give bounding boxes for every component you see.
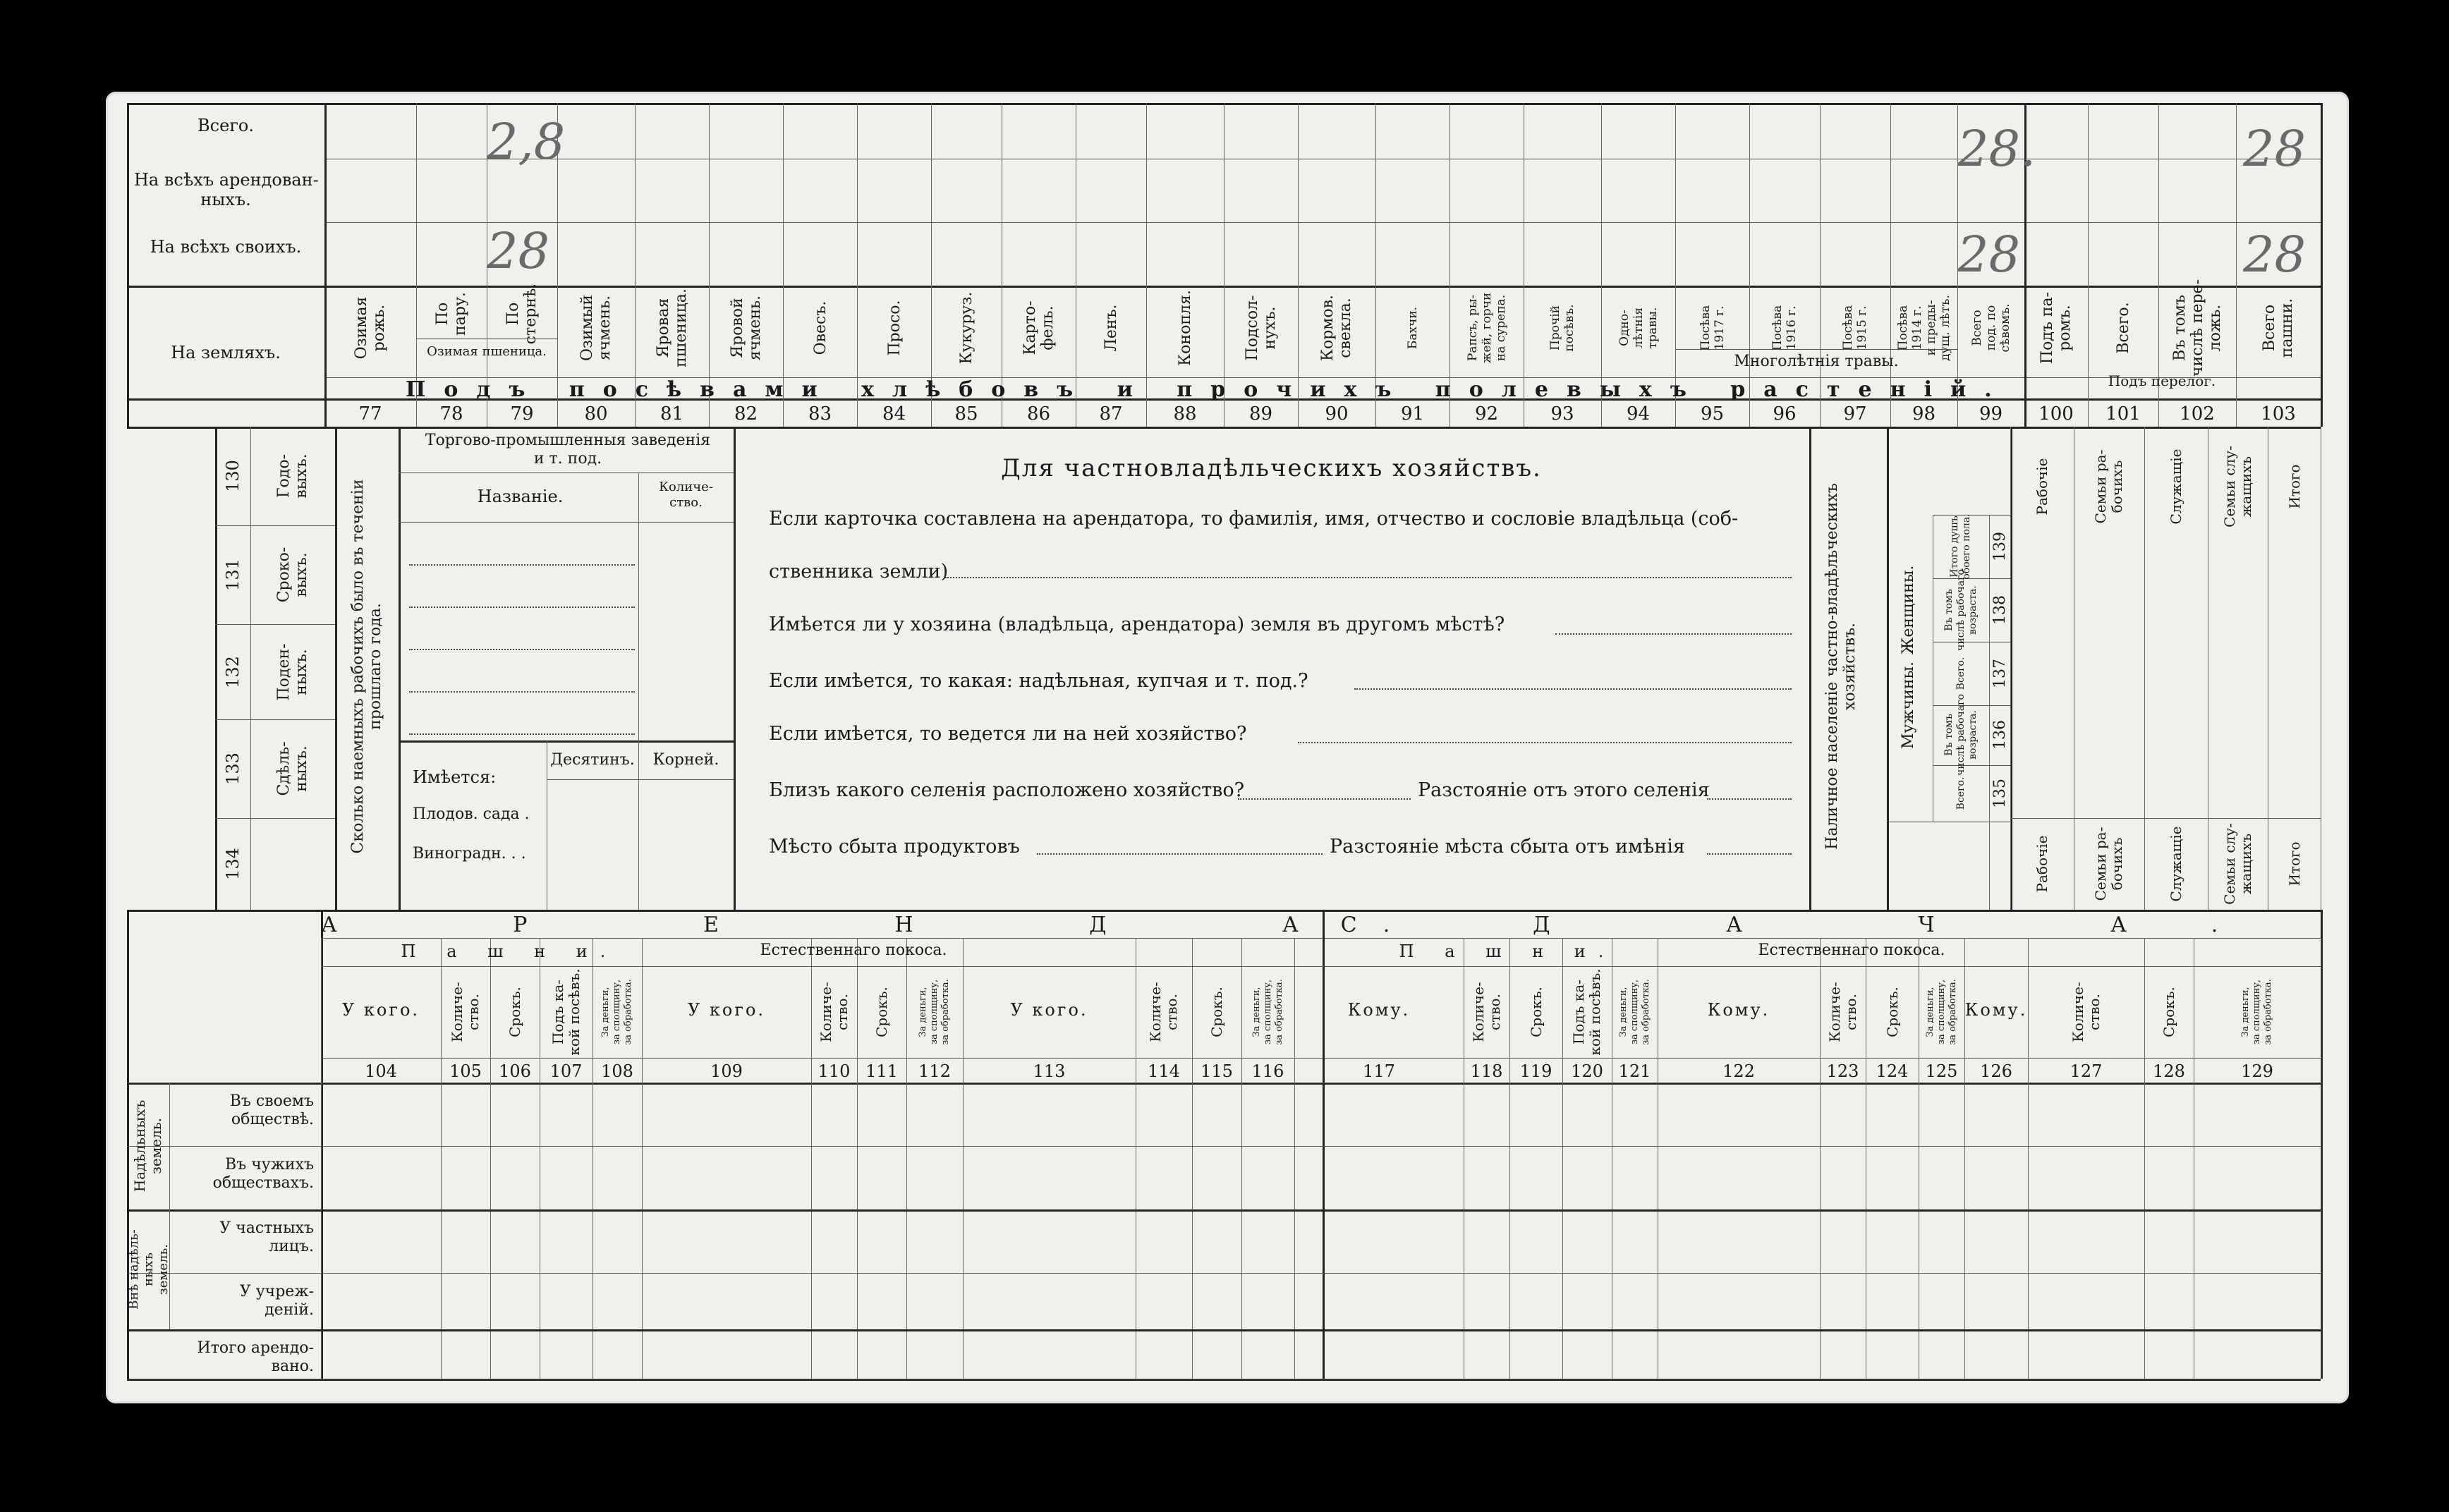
col-num-109: 109 xyxy=(710,1061,743,1081)
col-header-117: Кому. xyxy=(1347,1000,1411,1020)
pokos-label-a: Естественнаго покоса. xyxy=(760,941,947,959)
col-num-96: 96 xyxy=(1773,403,1797,425)
col-header-97: Посѣва 1915 г. xyxy=(1841,305,1869,351)
col-num-79: 79 xyxy=(510,403,534,425)
staff-col-bot-3: Семьи слу- жащихъ xyxy=(2220,823,2254,905)
col-num-91: 91 xyxy=(1400,403,1425,425)
staff-col-bot-2: Служащiе xyxy=(2167,826,2184,902)
rule xyxy=(335,427,337,910)
handwritten-value: 2,8 xyxy=(487,113,566,171)
staff-col-bot-0: Рабочiе xyxy=(2033,835,2050,893)
col-header-123: Количе- ство. xyxy=(1825,982,1859,1042)
col-header-85: Кукуруз. xyxy=(957,291,976,365)
col-num-95: 95 xyxy=(1700,403,1725,425)
col-header-96: Посѣва 1916 г. xyxy=(1770,305,1799,351)
rule xyxy=(127,1209,2321,1212)
col-header-107: Подъ ка- кой посѣвъ. xyxy=(549,968,583,1056)
bottom-row-2: У частныхъ лицъ. xyxy=(219,1219,314,1255)
col-header-92: Рапсъ, ры- жей, горчи на сурепа. xyxy=(1465,292,1508,364)
col-num-82: 82 xyxy=(734,403,758,425)
rule xyxy=(1820,938,1821,1379)
col-num-114: 114 xyxy=(1148,1061,1180,1081)
col-num-89: 89 xyxy=(1248,403,1273,425)
mnogolet-label: Многолѣтнiя травы. xyxy=(1734,353,1899,370)
col-header-87: Ленъ. xyxy=(1102,304,1120,352)
handwritten-value: 28 xyxy=(2243,120,2307,178)
center-line-3: Если имѣется, то какая: надѣльная, купчая и т. под.? xyxy=(769,670,1308,692)
trade-title: Торгово-промышленныя заведенiя и т. под. xyxy=(425,432,711,468)
pop-num-139: 139 xyxy=(1991,532,2009,561)
bottom-row-4: Итого арендо- вано. xyxy=(197,1339,314,1375)
hired-num-131: 131 xyxy=(222,559,243,591)
dotted-line xyxy=(1707,853,1792,855)
rule xyxy=(399,522,734,523)
pokos-label-s: Естественнаго покоса. xyxy=(1758,941,1945,959)
center-line-2: Имѣется ли у хозяина (владѣльца, арендатора) земля въ другомъ мѣстѣ? xyxy=(769,614,1505,635)
col-num-107: 107 xyxy=(549,1061,583,1081)
col-num-125: 125 xyxy=(1925,1061,1958,1081)
rule xyxy=(324,222,2321,223)
rule xyxy=(1323,910,1325,1379)
col-num-104: 104 xyxy=(365,1061,397,1081)
col-header-118: Количе- ство. xyxy=(1469,982,1503,1042)
col-header-113: У кого. xyxy=(1010,1000,1088,1020)
rule xyxy=(215,624,335,625)
rule xyxy=(1562,938,1563,1379)
col-num-113: 113 xyxy=(1033,1061,1066,1081)
bottom-row-1: Въ чужихъ обществахъ. xyxy=(212,1156,314,1192)
center-line-5: Близъ какого селенiя расположено хозяйство? xyxy=(769,779,1245,801)
rule xyxy=(127,427,2321,429)
col-header-86: Карто- фель. xyxy=(1021,300,1057,355)
women-label: Женщины. xyxy=(1899,565,1917,655)
staff-col-top-0: Рабочiе xyxy=(2033,458,2050,516)
col-num-101: 101 xyxy=(2105,403,2141,425)
col-header-116: За деньги, за сполщину, за обработка. xyxy=(1251,979,1284,1045)
rule xyxy=(127,1273,2321,1274)
rule xyxy=(215,525,335,526)
hired-num-132: 132 xyxy=(222,655,243,688)
trade-qty-header: Количе- ство. xyxy=(659,480,713,510)
rule xyxy=(1675,349,1957,350)
men-label: Мужчины. xyxy=(1899,661,1917,750)
rule xyxy=(734,427,736,910)
rule xyxy=(2144,427,2145,910)
col-header-93: Прочiй посѣвъ. xyxy=(1548,304,1576,352)
rule xyxy=(324,103,327,427)
row-label-0: Всего. xyxy=(198,116,254,135)
col-num-129: 129 xyxy=(2241,1061,2273,1081)
pop-sub-1: Въ томъ числѣ рабочаго возраста. xyxy=(1943,694,1979,776)
rule xyxy=(127,1329,2321,1331)
col-num-102: 102 xyxy=(2180,403,2215,425)
row-label-2: На всѣхъ своихъ. xyxy=(150,237,302,257)
vne-label: Внѣ надѣль- ныхъ земель. xyxy=(126,1229,171,1310)
col-num-92: 92 xyxy=(1474,403,1499,425)
rule xyxy=(638,472,639,740)
staff-col-top-1: Семьи ра- бочихъ xyxy=(2092,449,2125,524)
hired-num-130: 130 xyxy=(222,460,243,492)
rule xyxy=(1241,938,1242,1379)
col-header-100: Подъ па- ромъ. xyxy=(2038,291,2074,365)
col-num-119: 119 xyxy=(1519,1061,1552,1081)
center-line-7: Мѣсто сбыта продуктовъ xyxy=(769,836,1020,858)
col-num-116: 116 xyxy=(1251,1061,1284,1081)
col-num-86: 86 xyxy=(1026,403,1051,425)
rule xyxy=(441,938,442,1379)
pop-num-136: 136 xyxy=(1991,720,2009,750)
rule xyxy=(547,779,734,780)
rule xyxy=(857,938,858,1379)
col-num-108: 108 xyxy=(601,1061,633,1081)
col-num-84: 84 xyxy=(882,403,906,425)
dotted-line xyxy=(409,733,635,735)
rule xyxy=(906,938,907,1379)
col-header-124: Срокъ. xyxy=(1883,987,1900,1037)
col-num-90: 90 xyxy=(1325,403,1349,425)
col-num-87: 87 xyxy=(1099,403,1123,425)
col-num-103: 103 xyxy=(2261,403,2296,425)
dotted-line xyxy=(945,577,1792,578)
col-header-114: Количе- ство. xyxy=(1147,982,1180,1042)
hired-type-3: Сдѣль- ныхъ. xyxy=(275,741,310,796)
col-header-109: У кого. xyxy=(687,1000,766,1020)
col-header-126: Кому. xyxy=(1964,1000,2028,1020)
col-header-129: За деньги, за сполщину, за обработка. xyxy=(2240,979,2273,1045)
dotted-line xyxy=(1238,798,1411,800)
center-line-0: Если карточка составлена на арендатора, то фамилiя, имя, отчество и сословiе владѣльца (соб- xyxy=(769,508,1739,530)
handwritten-value: 28 xyxy=(487,222,550,280)
col-header-77: Озимая рожь. xyxy=(353,296,388,360)
col-header-95: Посѣва 1917 г. xyxy=(1698,305,1727,351)
staff-col-top-3: Семьи слу- жащихъ xyxy=(2220,446,2254,528)
staff-col-bot-4: Итого xyxy=(2285,841,2302,886)
col-header-99: Всего под. по сѣвомъ. xyxy=(1969,303,2012,353)
col-header-104: У кого. xyxy=(341,1000,420,1020)
center-title: Для частновладѣльческихъ хозяйствъ. xyxy=(1001,454,1542,482)
col-num-121: 121 xyxy=(1618,1061,1651,1081)
rule xyxy=(321,966,2321,967)
col-header-80: Озимый ячмень. xyxy=(578,295,614,361)
col-num-112: 112 xyxy=(918,1061,951,1081)
col-header-122: Кому. xyxy=(1707,1000,1770,1020)
rule xyxy=(2028,938,2029,1379)
dotted-line xyxy=(409,649,635,650)
col-num-88: 88 xyxy=(1173,403,1197,425)
col-header-110: Количе- ство. xyxy=(817,982,851,1042)
pop-sub-2: Всего. xyxy=(1955,657,1967,690)
pop-sub-3: Въ томъ числѣ рабочаго возраста. xyxy=(1943,569,1979,651)
col-header-115: Срокъ. xyxy=(1208,987,1225,1037)
col-header-112: За деньги, за сполщину, за обработка. xyxy=(918,979,951,1045)
rule xyxy=(399,472,734,473)
col-num-123: 123 xyxy=(1826,1061,1859,1081)
col-num-105: 105 xyxy=(449,1061,482,1081)
rule xyxy=(399,740,734,743)
rule xyxy=(127,910,2321,912)
dotted-line xyxy=(409,564,635,566)
dotted-line xyxy=(1555,633,1792,635)
col-num-100: 100 xyxy=(2038,403,2074,425)
col-num-122: 122 xyxy=(1722,1061,1755,1081)
hired-type-2: Поден- ныхъ. xyxy=(275,642,310,701)
center-line-4: Если имѣется, то ведется ли на ней хозяйство? xyxy=(769,723,1247,745)
rule xyxy=(2144,938,2145,1379)
hired-num-133: 133 xyxy=(222,752,243,785)
col-header-94: Одно- лѣтнiя травы. xyxy=(1617,307,1660,349)
col-header-81: Яровая пшеница. xyxy=(654,288,690,367)
rule xyxy=(2321,103,2323,427)
rule xyxy=(127,103,129,427)
col-num-117: 117 xyxy=(1363,1061,1395,1081)
col-header-88: Конопля. xyxy=(1176,290,1194,366)
row-label-1: На всѣхъ арендован- ныхъ. xyxy=(134,170,319,209)
vinograd-label: Виноградн. . . xyxy=(413,845,526,862)
perelog-label: Подъ перелог. xyxy=(2108,372,2216,389)
col-num-118: 118 xyxy=(1470,1061,1503,1081)
col-header-106: Срокъ. xyxy=(506,987,523,1037)
col-num-120: 120 xyxy=(1571,1061,1603,1081)
col-header-102: Въ томъ числѣ пере- ложь. xyxy=(2170,279,2224,377)
col-num-99: 99 xyxy=(1979,403,2003,425)
handwritten-value: 28. xyxy=(1957,120,2036,178)
row-label-3: На земляхъ. xyxy=(171,343,281,362)
ozimaya-label: Озимая пшеница. xyxy=(427,344,547,359)
handwritten-value: 28 xyxy=(1957,226,2021,284)
korney-header: Корней. xyxy=(652,751,719,769)
dotted-line xyxy=(1298,742,1792,743)
trade-name-header: Названiе. xyxy=(477,487,564,506)
staff-col-top-2: Служащiе xyxy=(2167,449,2184,525)
col-header-83: Овесъ. xyxy=(811,300,829,355)
pop-num-137: 137 xyxy=(1991,659,2009,688)
col-header-101: Всего. xyxy=(2114,302,2132,354)
col-num-83: 83 xyxy=(808,403,832,425)
col-header-84: Просо. xyxy=(885,300,903,356)
center-line-6: Разстоянiе отъ этого селенiя xyxy=(1418,779,1710,801)
pop-num-135: 135 xyxy=(1991,779,2009,808)
banner-label: Подъ посѣвами хлѣбовъ и прочихъ полевыхъ растенiй. xyxy=(406,377,2010,402)
col-header-119: Срокъ. xyxy=(1527,987,1544,1037)
pashni-label-a: П а ш н и. xyxy=(401,941,619,961)
col-num-128: 128 xyxy=(2153,1061,2185,1081)
col-header-91: Бахчи. xyxy=(1405,306,1420,350)
col-num-77: 77 xyxy=(358,403,382,425)
rule xyxy=(2236,103,2237,427)
rule xyxy=(2010,427,2011,910)
pashni-label-s: П а ш н и. xyxy=(1399,941,1617,961)
bottom-row-0: Въ своемъ обществѣ. xyxy=(229,1092,314,1128)
rule xyxy=(811,938,812,1379)
col-header-90: Кормов. свекла. xyxy=(1319,294,1354,362)
hired-type-4 xyxy=(272,822,314,906)
hired-title: Сколько наемныхъ рабочихъ было въ теченiи прошлаго года. xyxy=(349,479,384,854)
rule xyxy=(127,1146,2321,1147)
col-num-110: 110 xyxy=(818,1061,851,1081)
staff-col-top-4: Итого xyxy=(2285,464,2302,509)
col-num-126: 126 xyxy=(1980,1061,2012,1081)
population-title: Наличное населенiе частно-владѣльческихъ хозяйствъ. xyxy=(1823,483,1859,850)
col-num-98: 98 xyxy=(1912,403,1936,425)
col-header-82: Яровой ячмень. xyxy=(728,295,764,361)
handwritten-value: 28 xyxy=(2243,226,2307,284)
sdacha-label: С Д А Ч А. xyxy=(1340,913,2303,937)
desyatin-header: Десятинъ. xyxy=(550,751,635,769)
col-num-127: 127 xyxy=(2070,1061,2103,1081)
col-header-121: За деньги, за сполщину, за обработка. xyxy=(1617,979,1651,1045)
col-header-108: За деньги, за сполщину, за обработка. xyxy=(600,979,633,1045)
rule xyxy=(592,938,593,1379)
dotted-line xyxy=(409,691,635,693)
rule xyxy=(399,427,401,910)
col-header-98: Посѣва 1914 г. и преды- дущ. лѣтъ. xyxy=(1895,295,1952,361)
imeetsya-label: Имѣется: xyxy=(413,767,497,787)
col-num-106: 106 xyxy=(499,1061,531,1081)
col-num-81: 81 xyxy=(660,403,684,425)
center-line-8: Разстоянiе мѣста сбыта отъ имѣнiя xyxy=(1330,836,1685,858)
nadel-label: Надѣльныхъ земель. xyxy=(131,1099,164,1193)
hired-num-134: 134 xyxy=(222,848,243,880)
rule xyxy=(215,719,335,720)
rule xyxy=(215,818,335,819)
rule xyxy=(321,938,2321,939)
arenda-label: А Р Е Н Д А. xyxy=(321,913,1475,937)
col-num-78: 78 xyxy=(439,403,463,425)
pop-sub-4: Итого душъ обоего пола. xyxy=(1949,513,1972,580)
col-header-127: Количе- ство. xyxy=(2069,982,2103,1042)
col-num-111: 111 xyxy=(865,1061,898,1081)
hired-type-0: Годо- выхъ. xyxy=(275,453,310,499)
rule xyxy=(1809,427,1811,910)
col-num-80: 80 xyxy=(584,403,608,425)
col-header-125: За деньги, за сполщину, за обработка. xyxy=(1924,979,1958,1045)
rule xyxy=(321,1058,2321,1059)
col-header-111: Срокъ. xyxy=(873,987,890,1037)
center-line-1: ственника земли) xyxy=(769,561,949,583)
dotted-line xyxy=(1037,853,1323,855)
rule xyxy=(490,938,491,1379)
dotted-line xyxy=(409,606,635,608)
dotted-line xyxy=(1707,798,1792,800)
col-header-105: Количе- ство. xyxy=(449,982,482,1042)
col-header-128: Срокъ. xyxy=(2160,987,2177,1037)
col-header-89: Подсол- нухъ. xyxy=(1243,295,1279,361)
bottom-row-3: У учреж- денiй. xyxy=(239,1283,314,1319)
col-num-124: 124 xyxy=(1876,1061,1909,1081)
hired-type-1: Сроко- выхъ. xyxy=(275,547,310,603)
col-num-115: 115 xyxy=(1201,1061,1233,1081)
plodov-label: Плодов. сада . xyxy=(413,805,530,823)
pop-num-138: 138 xyxy=(1991,595,2009,625)
col-header-79: По стернѣ. xyxy=(504,283,540,345)
col-num-94: 94 xyxy=(1626,403,1651,425)
col-header-120: Подъ ка- кой посѣвъ. xyxy=(1570,968,1603,1056)
col-num-85: 85 xyxy=(954,403,978,425)
pop-sub-0: Всего. xyxy=(1955,776,1967,810)
col-num-93: 93 xyxy=(1550,403,1574,425)
staff-col-bot-1: Семьи ра- бочихъ xyxy=(2092,827,2125,901)
rule xyxy=(1192,938,1193,1379)
col-header-103: Всего пашни. xyxy=(2261,298,2296,358)
dotted-line xyxy=(1354,688,1792,690)
col-num-97: 97 xyxy=(1843,403,1867,425)
col-header-78: По пару. xyxy=(434,292,469,336)
rule xyxy=(1509,938,1510,1379)
